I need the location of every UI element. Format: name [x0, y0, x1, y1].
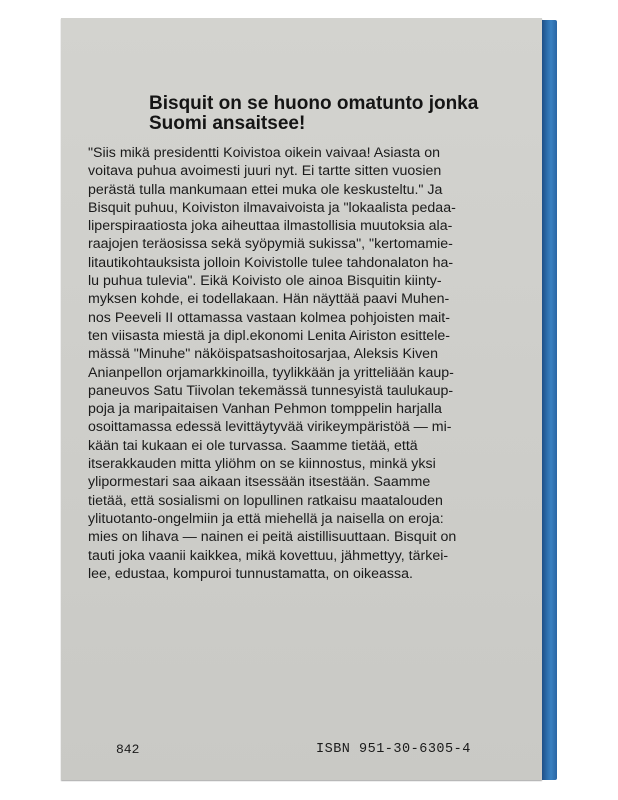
blurb-line: perästä tulla mankumaan ettei muka ole keskusteltu." Ja: [88, 181, 443, 198]
blurb-line: litautikohtauksista jolloin Koivistolle tulee tahdonalaton ha-: [88, 254, 454, 271]
blurb-text: [88, 144, 528, 583]
blurb-line: ylituotanto-ongelmiin ja että miehellä ja naisella on eroja:: [88, 510, 444, 527]
blurb-line: mies on lihava — nainen ei peitä aistillisuuttaan. Bisquit on: [88, 529, 457, 546]
blurb-line: voitava puhua avoimesti juuri nyt. Ei tartte sitten vuosien: [88, 163, 442, 180]
blurb-line: paneuvos Satu Tiivolan tekemässä tunnesyistä taulukaup-: [88, 382, 454, 399]
blurb-line: poja ja maripaitaisen Vanhan Pehmon tomppelin harjalla: [88, 401, 442, 418]
blurb-line: ten viisasta miestä ja dipl.ekonomi Lenita Airiston esittele-: [88, 327, 450, 344]
blurb-line: ylipormestari saa aikaan itsessään itsestään. Saamme: [88, 474, 431, 491]
headline-line: Suomi ansaitsee!: [149, 113, 306, 134]
blurb-line: kään tai kukaan ei ole turvassa. Saamme tietää, että: [88, 437, 418, 454]
blurb-line: osoittamassa edessä levittäytyvää virikeympäristöä — mi-: [88, 419, 452, 436]
blurb-line: raajojen teräosissa sekä syöpymiä sukissa", "kertomamie-: [88, 236, 453, 253]
blurb-line: nos Peeveli II ottamassa vastaan kolmea pohjoisten mait-: [88, 309, 450, 326]
blurb-line: tauti joka vaanii kaikkea, mikä kovettuu, jähmettyy, tärkei-: [88, 547, 449, 564]
blurb-line: "Siis mikä presidentti Koivistoa oikein vaivaa! Asiasta on: [88, 145, 441, 161]
blurb-line: Bisquit puhuu, Koiviston ilmavaivoista ja "lokaalista pedaa-: [88, 199, 456, 216]
blurb-line: myksen kohde, ei todellakaan. Hän näyttää paavi Muhen-: [88, 291, 450, 308]
headline: [149, 94, 569, 134]
blurb-line: mässä "Minuhe" näköispatsashoitosarjaa, Aleksis Kiven: [88, 346, 438, 363]
headline-line: Bisquit on se huono omatunto jonka: [149, 93, 479, 114]
blurb-line: tietää, että sosialismi on lopullinen ratkaisu maatalouden: [88, 492, 443, 509]
blurb-line: lee, edustaa, kompuroi tunnustamatta, on oikeassa.: [88, 565, 413, 582]
blurb-line: liperspiraatiosta joka aiheuttaa ilmastollisia muutoksia ala-: [88, 218, 453, 235]
blurb-line: Anianpellon orjamarkkinoilla, tyylikkään ja yritteliään kaup-: [88, 364, 454, 381]
blurb-line: lu puhua tulevia". Eikä Koivisto ole ainoa Bisquitin kiinty-: [88, 273, 442, 290]
catalog-number: 842: [116, 742, 140, 757]
blurb-line: itserakkauden mitta yliöhm on se kiinnostus, minkä yksi: [88, 456, 436, 473]
isbn: ISBN 951-30-6305-4: [316, 742, 471, 757]
book-spine: [542, 20, 557, 780]
